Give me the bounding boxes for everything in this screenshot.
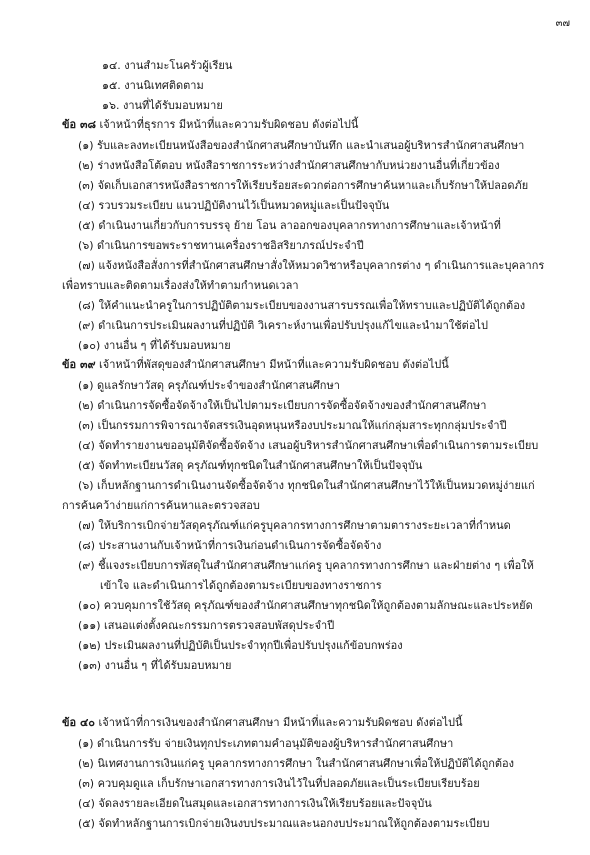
list-item: (๑๑) เสนอแต่งตั้งคณะกรรมการตรวจสอบพัสดุประจำปี — [78, 619, 335, 632]
list-item: (๒) นิเทศงานการเงินแก่ครู บุคลากรทางการศึกษา ในสำนักศาสนศึกษาเพื่อให้ปฏิบัติได้ถูกต้อง — [78, 757, 515, 770]
section-heading — [62, 118, 358, 132]
list-item: (๖) ดำเนินการขอพระราชทานเครื่องราชอิสริยาภรณ์ประจำปี — [78, 239, 364, 252]
list-item: (๓) เป็นกรรมการพิจารณาจัดสรรเงินอุดหนุนหรืองบประมาณให้แก่กลุ่มสาระทุกกลุ่มประจำปี — [78, 419, 507, 432]
list-item: (๓) ควบคุมดูแล เก็บรักษาเอกสารทางการเงินไว้ในที่ปลอดภัยและเป็นระเบียบเรียบร้อย — [78, 777, 480, 790]
list-item: (๔) จัดทำรายงานขออนุมัติจัดซื้อจัดจ้าง เสนอผู้บริหารสำนักศาสนศึกษาเพื่อดำเนินการตามระเบียบ — [78, 439, 539, 452]
list-item: (๕) จัดทำทะเบียนวัสดุ ครุภัณฑ์ทุกชนิดในสำนักศาสนศึกษาให้เป็นปัจจุบัน — [78, 459, 423, 472]
list-item: (๔) จัดลงรายละเอียดในสมุดและเอกสารทางการเงินให้เรียบร้อยและปัจจุบัน — [78, 797, 432, 810]
section-heading-text: เจ้าหน้าที่ธุรการ มีหน้าที่และความรับผิดชอบ ดังต่อไปนี้ — [99, 118, 359, 131]
list-item: (๘) ให้คำแนะนำครูในการปฏิบัติตามระเบียบของงานสารบรรณเพื่อให้ทราบและปฏิบัติได้ถูกต้อง — [78, 299, 526, 312]
list-item: ๑๖. งานที่ได้รับมอบหมาย — [102, 99, 223, 112]
list-item: (๒) ร่างหนังสือโต้ตอบ หนังสือราชการระหว่างสำนักศาสนศึกษากับหน่วยงานอื่นที่เกี่ยวข้อง — [78, 159, 500, 172]
list-item: (๑) ดูแลรักษาวัสดุ ครุภัณฑ์ประจำของสำนักศาสนศึกษา — [78, 379, 340, 392]
list-item: (๙) ดำเนินการประเมินผลงานที่ปฏิบัติ วิเคราะห์งานเพื่อปรับปรุงแก้ไขและนำมาใช้ต่อไป — [78, 319, 488, 332]
list-item: (๙) ชี้แจงระเบียบการพัสดุในสำนักศาสนศึกษาแก่ครู บุคลากรทางการศึกษา และฝ่ายต่าง ๆ เพื่อให้ — [78, 559, 534, 572]
list-item: (๓) จัดเก็บเอกสารหนังสือราชการให้เรียบร้อยสะดวกต่อการศึกษาค้นหาและเก็บรักษาให้ปลอดภัย — [78, 179, 529, 192]
list-item: (๗) ให้บริการเบิกจ่ายวัสดุครุภัณฑ์แก่ครูบุคลากรทางการศึกษาตามตารางระยะเวลาที่กำหนด — [78, 519, 511, 532]
list-item: (๖) เก็บหลักฐานการดำเนินงานจัดซื้อจัดจ้าง ทุกชนิดในสำนักศาสนศึกษาไว้ให้เป็นหมวดหมู่ง่ายแก่ — [78, 479, 535, 492]
list-item: ๑๔. งานสำมะโนครัวผู้เรียน — [102, 59, 233, 72]
list-item: ๑๕. งานนิเทศติดตาม — [102, 79, 204, 92]
list-item-continuation: เข้าใจ และดำเนินการได้ถูกต้องตามระเบียบของทางราชการ — [100, 579, 382, 592]
list-item: (๑๓) งานอื่น ๆ ที่ได้รับมอบหมาย — [78, 659, 232, 672]
section-number: ข้อ ๔๐ — [62, 716, 95, 729]
section-heading — [62, 716, 462, 730]
section-heading-text: เจ้าหน้าที่การเงินของสำนักศาสนศึกษา มีหน้าที่และความรับผิดชอบ ดังต่อไปนี้ — [98, 716, 463, 729]
section-number: ข้อ ๓๘ — [62, 118, 96, 131]
list-item: (๕) จัดทำหลักฐานการเบิกจ่ายเงินงบประมาณและนอกงบประมาณให้ถูกต้องตามระเบียบ — [78, 817, 490, 830]
list-item: (๑) รับและลงทะเบียนหนังสือของสำนักศาสนศึกษาบันทึก และนำเสนอผู้บริหารสำนักศาสนศึกษา — [78, 139, 525, 152]
section-heading-text: เจ้าหน้าที่พัสดุของสำนักศาสนศึกษา มีหน้าที่และความรับผิดชอบ ดังต่อไปนี้ — [99, 358, 449, 371]
list-item-continuation: เพื่อทราบและติดตามเรื่องส่งให้ทำตามกำหนดเวลา — [62, 279, 299, 292]
list-item: (๑) ดำเนินการรับ จ่ายเงินทุกประเภทตามคำอนุมัติของผู้บริหารสำนักศาสนศึกษา — [78, 737, 454, 750]
list-item: (๒) ดำเนินการจัดซื้อจัดจ้างให้เป็นไปตามระเบียบการจัดซื้อจัดจ้างของสำนักศาสนศึกษา — [78, 399, 487, 412]
list-item: (๑๐) งานอื่น ๆ ที่ได้รับมอบหมาย — [78, 339, 231, 352]
list-item: (๑๒) ประเมินผลงานที่ปฏิบัติเป็นประจำทุกปีเพื่อปรับปรุงแก้ข้อบกพร่อง — [78, 639, 403, 652]
page-number: ๓๗ — [555, 18, 570, 29]
list-item: (๑๐) ควบคุมการใช้วัสดุ ครุภัณฑ์ของสำนักศาสนศึกษาทุกชนิดให้ถูกต้องตามลักษณะและประหยัด — [78, 599, 533, 612]
list-item: (๕) ดำเนินงานเกี่ยวกับการบรรจุ ย้าย โอน ลาออกของบุคลากรทางการศึกษาและเจ้าหน้าที่ — [78, 219, 501, 232]
section-heading — [62, 358, 449, 372]
list-item: (๔) รวบรวมระเบียบ แนวปฏิบัติงานไว้เป็นหมวดหมู่และเป็นปัจจุบัน — [78, 199, 390, 212]
list-item-continuation: การค้นคว้าง่ายแก่การค้นหาและตรวจสอบ — [62, 499, 260, 512]
list-item: (๗) แจ้งหนังสือสั่งการที่สำนักศาสนศึกษาสั่งให้หมวดวิชาหรือบุคลากรต่าง ๆ ดำเนินการและบุคลากร — [78, 259, 545, 272]
section-number: ข้อ ๓๙ — [62, 358, 96, 371]
list-item: (๘) ประสานงานกับเจ้าหน้าที่การเงินก่อนดำเนินการจัดซื้อจัดจ้าง — [78, 539, 382, 552]
